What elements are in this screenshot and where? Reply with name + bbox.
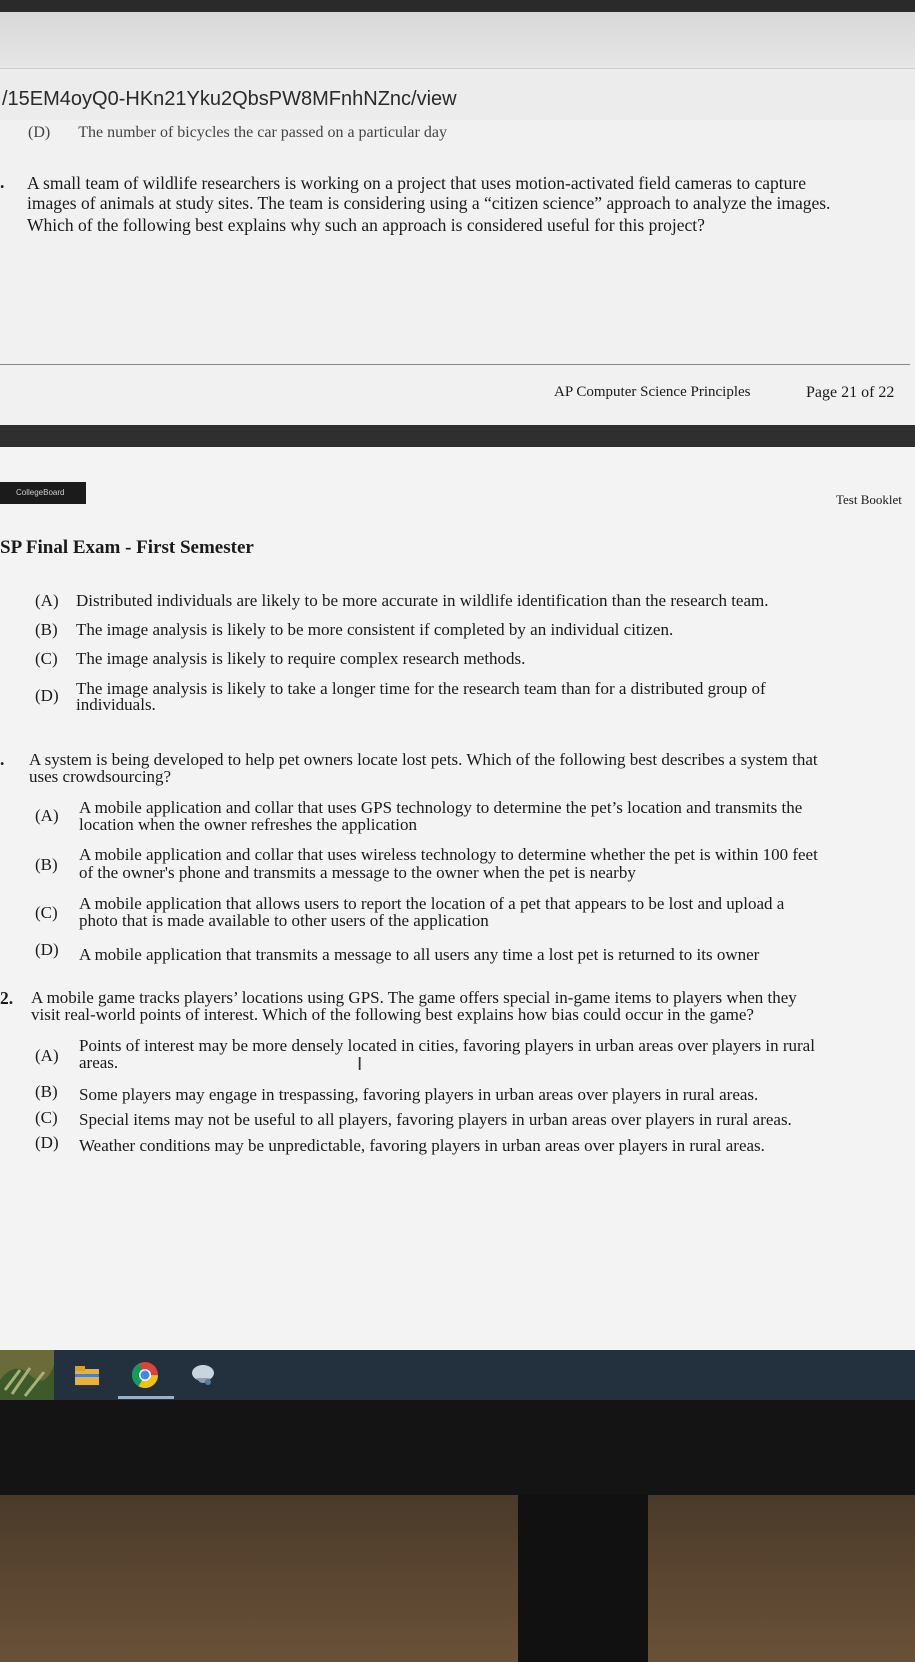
option-letter[interactable]: (C) (35, 1108, 58, 1127)
question-number: . (0, 172, 5, 192)
monitor-bezel-bottom (0, 1400, 915, 1495)
option-letter[interactable]: (A) (35, 1046, 59, 1065)
page-gap (0, 425, 915, 447)
option-text[interactable]: The image analysis is likely to take a longer time for the research team than for a distributed group of (76, 679, 766, 698)
option-text[interactable]: photo that is made available to other users of the application (79, 911, 489, 930)
option-text[interactable]: A mobile application and collar that uses wireless technology to determine whether the pet is within 100 feet (79, 845, 818, 864)
cut-off-option-d (28, 124, 447, 142)
option-letter: (D) (28, 124, 51, 141)
option-text[interactable]: A mobile application that allows users to report the location of a pet that appears to be lost and upload a (79, 894, 785, 913)
option-text[interactable]: of the owner's phone and transmits a message to the owner when the pet is nearby (79, 863, 636, 882)
option-text[interactable]: Weather conditions may be unpredictable, favoring players in urban areas over players in rural areas. (79, 1136, 765, 1155)
option-text[interactable]: The image analysis is likely to be more consistent if completed by an individual citizen. (76, 620, 674, 639)
question-text-line: A mobile game tracks players’ locations using GPS. The game offers special in-game items to players when they (31, 988, 797, 1007)
question-number: 2. (0, 988, 14, 1008)
option-letter[interactable]: (D) (35, 1133, 59, 1152)
option-letter[interactable]: (D) (35, 940, 59, 959)
option-text[interactable]: individuals. (76, 695, 156, 714)
monitor-stand (518, 1495, 648, 1662)
question-number: . (0, 749, 5, 769)
option-text[interactable]: Special items may not be useful to all players, favoring players in urban areas over players in rural areas. (79, 1110, 792, 1129)
question-text-line: Which of the following best explains why such an approach is considered useful for this project? (27, 215, 705, 235)
option-text[interactable]: A mobile application that transmits a message to all users any time a lost pet is returned to its owner (79, 945, 760, 964)
file-explorer-icon[interactable] (72, 1360, 102, 1390)
option-text[interactable]: location when the owner refreshes the application (79, 815, 417, 834)
monitor-bezel-top (0, 0, 915, 12)
wallpaper-thumbnail-icon[interactable] (0, 1350, 54, 1400)
option-letter[interactable]: (C) (35, 903, 58, 922)
desk-surface (0, 1495, 915, 1662)
chrome-icon[interactable] (130, 1360, 160, 1390)
browser-chrome (0, 12, 915, 68)
option-letter[interactable]: (A) (35, 806, 59, 825)
url-text[interactable]: /15EM4oyQ0-HKn21Yku2QbsPW8MFnhNZnc/view (2, 88, 457, 110)
text-cursor-icon: I (357, 1054, 363, 1075)
option-letter[interactable]: (A) (35, 591, 59, 610)
option-letter[interactable]: (B) (35, 620, 58, 639)
question-text-line: uses crowdsourcing? (29, 767, 172, 786)
option-text[interactable]: areas. (79, 1053, 119, 1072)
option-text[interactable]: The image analysis is likely to require complex research methods. (76, 649, 526, 668)
question-text-line: A small team of wildlife researchers is working on a project that uses motion-activated field cameras to capture (27, 173, 806, 193)
option-letter[interactable]: (B) (35, 1082, 58, 1101)
option-text[interactable]: Distributed individuals are likely to be more accurate in wildlife identification than the research team. (76, 591, 769, 610)
option-letter[interactable]: (C) (35, 649, 58, 668)
question-text-line: images of animals at study sites. The team is considering using a “citizen science” approach to analyze the images. (27, 193, 831, 213)
option-text: The number of bicycles the car passed on a particular day (78, 124, 447, 141)
app-icon[interactable] (188, 1360, 218, 1390)
active-app-indicator (118, 1396, 174, 1399)
page-footer-divider (0, 364, 910, 365)
footer-course-name: AP Computer Science Principles (554, 384, 751, 400)
question-text-line: visit real-world points of interest. Which of the following best explains how bias could occur in the game? (31, 1005, 754, 1024)
question-text-line: A system is being developed to help pet owners locate lost pets. Which of the following best describes a system that (29, 750, 818, 769)
document-page-21 (0, 120, 915, 425)
test-booklet-label: Test Booklet (836, 492, 902, 507)
option-text[interactable]: Points of interest may be more densely located in cities, favoring players in urban areas over players in rural (79, 1036, 815, 1055)
footer-page-number: Page 21 of 22 (806, 384, 895, 401)
collegeboard-logo: CollegeBoard (0, 482, 86, 504)
option-letter[interactable]: (B) (35, 855, 58, 874)
option-text[interactable]: A mobile application and collar that uses GPS technology to determine the pet’s location and transmits the (79, 798, 803, 817)
option-letter[interactable]: (D) (35, 686, 59, 705)
exam-title: SP Final Exam - First Semester (0, 537, 254, 558)
option-text[interactable]: Some players may engage in trespassing, favoring players in urban areas over players in rural areas. (79, 1085, 759, 1104)
